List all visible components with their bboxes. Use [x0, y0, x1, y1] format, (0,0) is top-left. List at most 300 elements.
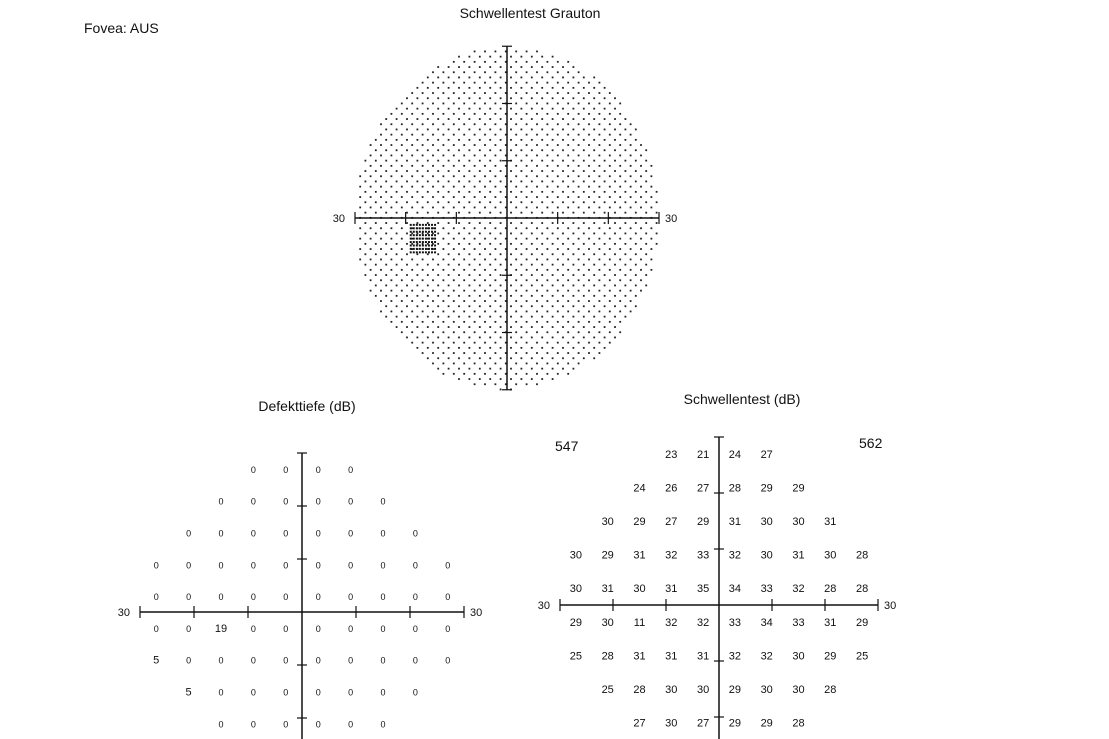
density-dot — [614, 181, 616, 183]
density-dot — [479, 160, 481, 162]
defect-dot — [410, 251, 412, 253]
density-dot — [484, 383, 486, 385]
density-dot — [510, 357, 512, 359]
density-dot — [609, 227, 611, 229]
density-dot — [593, 357, 595, 359]
density-dot — [541, 264, 543, 266]
density-dot — [437, 222, 439, 224]
density-dot — [614, 337, 616, 339]
density-dot — [604, 212, 606, 214]
density-dot — [640, 238, 642, 240]
density-dot — [510, 233, 512, 235]
density-dot — [443, 248, 445, 250]
density-dot — [526, 259, 528, 261]
density-dot — [593, 181, 595, 183]
density-dot — [479, 118, 481, 120]
density-dot — [521, 201, 523, 203]
density-dot — [635, 129, 637, 131]
density-dot — [427, 118, 429, 120]
density-dot — [593, 222, 595, 224]
density-dot — [510, 285, 512, 287]
density-dot — [484, 363, 486, 365]
density-dot — [625, 274, 627, 276]
density-dot — [448, 295, 450, 297]
density-dot — [385, 316, 387, 318]
density-dot — [448, 285, 450, 287]
density-dot — [401, 113, 403, 115]
zero-value: 0 — [380, 560, 386, 571]
density-dot — [474, 71, 476, 73]
density-dot — [474, 186, 476, 188]
density-dot — [474, 196, 476, 198]
density-dot — [500, 316, 502, 318]
density-dot — [635, 305, 637, 307]
density-dot — [489, 56, 491, 58]
density-dot — [557, 207, 559, 209]
density-dot — [500, 56, 502, 58]
defect-dot — [434, 251, 436, 253]
density-dot — [500, 295, 502, 297]
density-dot — [547, 186, 549, 188]
zero-value: 0 — [283, 655, 289, 666]
density-dot — [557, 279, 559, 281]
density-dot — [489, 66, 491, 68]
density-dot — [604, 222, 606, 224]
density-dot — [557, 248, 559, 250]
density-dot — [385, 129, 387, 131]
density-dot — [437, 295, 439, 297]
data-value: 28 — [728, 482, 742, 495]
data-value: 28 — [855, 549, 869, 562]
density-dot — [526, 175, 528, 177]
density-dot — [588, 342, 590, 344]
density-dot — [380, 196, 382, 198]
density-dot — [495, 144, 497, 146]
density-dot — [614, 160, 616, 162]
density-dot — [552, 253, 554, 255]
density-dot — [500, 378, 502, 380]
density-dot — [427, 337, 429, 339]
density-dot — [552, 347, 554, 349]
density-dot — [417, 326, 419, 328]
density-dot — [583, 129, 585, 131]
density-dot — [541, 233, 543, 235]
density-dot — [593, 149, 595, 151]
density-dot — [401, 227, 403, 229]
density-dot — [609, 259, 611, 261]
density-dot — [417, 139, 419, 141]
density-dot — [406, 326, 408, 328]
density-dot — [562, 149, 564, 151]
density-dot — [443, 373, 445, 375]
density-dot — [427, 233, 429, 235]
zero-value: 0 — [445, 592, 451, 603]
density-dot — [411, 279, 413, 281]
density-dot — [385, 181, 387, 183]
density-dot — [604, 97, 606, 99]
density-dot — [411, 186, 413, 188]
defect-dot — [431, 244, 433, 246]
density-dot — [656, 243, 658, 245]
zero-value: 0 — [283, 592, 289, 603]
density-dot — [573, 201, 575, 203]
density-dot — [526, 144, 528, 146]
density-dot — [526, 383, 528, 385]
density-dot — [463, 363, 465, 365]
density-dot — [526, 227, 528, 229]
density-dot — [458, 233, 460, 235]
density-dot — [552, 108, 554, 110]
density-dot — [396, 253, 398, 255]
density-dot — [458, 149, 460, 151]
density-dot — [531, 253, 533, 255]
density-dot — [552, 212, 554, 214]
zero-value: 0 — [250, 687, 256, 698]
density-dot — [635, 274, 637, 276]
density-dot — [411, 103, 413, 105]
density-dot — [396, 295, 398, 297]
density-dot — [588, 82, 590, 84]
density-dot — [536, 352, 538, 354]
density-dot — [375, 222, 377, 224]
density-dot — [609, 331, 611, 333]
density-dot — [567, 82, 569, 84]
density-dot — [448, 108, 450, 110]
density-dot — [578, 248, 580, 250]
density-dot — [396, 212, 398, 214]
density-dot — [630, 248, 632, 250]
density-dot — [474, 373, 476, 375]
defect-dot — [413, 227, 415, 229]
density-dot — [411, 259, 413, 261]
density-dot — [557, 82, 559, 84]
data-value: 32 — [760, 650, 773, 663]
density-dot — [463, 165, 465, 167]
density-dot — [515, 279, 517, 281]
zero-value: 0 — [315, 655, 321, 666]
density-dot — [578, 155, 580, 157]
density-dot — [562, 160, 564, 162]
density-dot — [453, 186, 455, 188]
density-dot — [417, 87, 419, 89]
density-dot — [391, 175, 393, 177]
density-dot — [469, 233, 471, 235]
data-value: 29 — [569, 616, 583, 629]
density-dot — [541, 97, 543, 99]
density-dot — [385, 253, 387, 255]
density-dot — [593, 212, 595, 214]
density-dot — [526, 61, 528, 63]
density-dot — [375, 201, 377, 203]
density-dot — [526, 186, 528, 188]
density-dot — [474, 238, 476, 240]
density-dot — [521, 149, 523, 151]
zero-value: 0 — [412, 623, 418, 634]
density-dot — [521, 316, 523, 318]
density-dot — [458, 118, 460, 120]
density-dot — [500, 77, 502, 79]
density-dot — [588, 155, 590, 157]
density-dot — [583, 285, 585, 287]
zero-value: 0 — [412, 560, 418, 571]
data-value: 31 — [601, 583, 614, 596]
density-dot — [437, 285, 439, 287]
density-dot — [536, 123, 538, 125]
density-dot — [484, 71, 486, 73]
density-dot — [552, 378, 554, 380]
density-dot — [526, 123, 528, 125]
density-dot — [417, 347, 419, 349]
data-value: 26 — [665, 482, 678, 495]
density-dot — [380, 186, 382, 188]
density-dot — [359, 186, 361, 188]
defect-dot — [425, 234, 427, 236]
density-dot — [406, 212, 408, 214]
density-dot — [541, 316, 543, 318]
density-dot — [588, 321, 590, 323]
data-value: 33 — [728, 616, 742, 629]
density-dot — [599, 186, 601, 188]
density-dot — [619, 248, 621, 250]
density-dot — [547, 290, 549, 292]
density-dot — [443, 155, 445, 157]
density-dot — [417, 274, 419, 276]
defect-dot — [431, 227, 433, 229]
density-dot — [515, 248, 517, 250]
density-dot — [593, 129, 595, 131]
density-dot — [531, 368, 533, 370]
density-dot — [526, 342, 528, 344]
density-dot — [380, 123, 382, 125]
density-dot — [500, 201, 502, 203]
density-dot — [406, 285, 408, 287]
density-dot — [526, 248, 528, 250]
zero-value: 0 — [412, 592, 418, 603]
density-dot — [370, 175, 372, 177]
grayscale-chart-title: Schwellentest Grauton — [459, 5, 601, 21]
density-dot — [645, 212, 647, 214]
density-dot — [448, 305, 450, 307]
density-dot — [573, 347, 575, 349]
density-dot — [500, 66, 502, 68]
density-dot — [500, 357, 502, 359]
density-dot — [521, 66, 523, 68]
zero-value: 0 — [348, 560, 354, 571]
density-dot — [515, 61, 517, 63]
density-dot — [437, 305, 439, 307]
density-dot — [391, 259, 393, 261]
density-dot — [536, 279, 538, 281]
density-dot — [614, 326, 616, 328]
density-dot — [458, 181, 460, 183]
density-dot — [645, 222, 647, 224]
density-dot — [469, 87, 471, 89]
density-dot — [474, 227, 476, 229]
zero-value: 0 — [348, 655, 354, 666]
density-dot — [588, 227, 590, 229]
density-dot — [588, 331, 590, 333]
density-dot — [515, 331, 517, 333]
density-dot — [396, 274, 398, 276]
zero-value: 0 — [315, 592, 321, 603]
density-dot — [609, 92, 611, 94]
density-dot — [479, 222, 481, 224]
density-dot — [614, 243, 616, 245]
density-dot — [479, 108, 481, 110]
density-dot — [417, 149, 419, 151]
density-dot — [479, 191, 481, 193]
defect-dot — [434, 244, 436, 246]
density-dot — [547, 279, 549, 281]
defect-dot — [419, 241, 421, 243]
density-dot — [552, 274, 554, 276]
density-dot — [489, 191, 491, 193]
density-dot — [443, 269, 445, 271]
density-dot — [448, 139, 450, 141]
density-dot — [443, 103, 445, 105]
density-dot — [411, 144, 413, 146]
density-dot — [583, 97, 585, 99]
density-dot — [521, 191, 523, 193]
density-dot — [531, 305, 533, 307]
defect-dot — [422, 224, 424, 226]
density-dot — [521, 56, 523, 58]
density-dot — [531, 170, 533, 172]
density-dot — [588, 238, 590, 240]
density-dot — [443, 238, 445, 240]
density-dot — [635, 233, 637, 235]
density-dot — [422, 103, 424, 105]
zero-value: 0 — [283, 719, 289, 730]
density-dot — [583, 233, 585, 235]
density-dot — [489, 233, 491, 235]
density-dot — [630, 238, 632, 240]
density-dot — [489, 378, 491, 380]
defect-dot — [410, 238, 412, 240]
density-dot — [391, 207, 393, 209]
zero-value: 0 — [348, 496, 354, 507]
density-dot — [531, 285, 533, 287]
density-dot — [583, 149, 585, 151]
density-dot — [406, 295, 408, 297]
density-dot — [567, 342, 569, 344]
density-dot — [651, 248, 653, 250]
density-dot — [443, 71, 445, 73]
density-dot — [583, 305, 585, 307]
density-dot — [593, 253, 595, 255]
density-dot — [515, 103, 517, 105]
density-dot — [453, 279, 455, 281]
density-dot — [656, 212, 658, 214]
density-dot — [510, 212, 512, 214]
density-dot — [531, 337, 533, 339]
density-dot — [474, 113, 476, 115]
density-dot — [614, 201, 616, 203]
density-dot — [515, 196, 517, 198]
density-dot — [536, 103, 538, 105]
density-dot — [619, 238, 621, 240]
density-dot — [380, 248, 382, 250]
density-dot — [411, 243, 413, 245]
density-dot — [567, 373, 569, 375]
density-dot — [619, 311, 621, 313]
density-dot — [588, 165, 590, 167]
density-dot — [557, 92, 559, 94]
zero-value: 0 — [315, 623, 321, 634]
density-dot — [635, 170, 637, 172]
density-dot — [583, 357, 585, 359]
density-dot — [495, 92, 497, 94]
defect-dot — [416, 251, 418, 253]
density-dot — [495, 61, 497, 63]
density-dot — [370, 155, 372, 157]
density-dot — [396, 160, 398, 162]
density-dot — [515, 373, 517, 375]
density-dot — [573, 253, 575, 255]
density-dot — [562, 316, 564, 318]
density-dot — [427, 149, 429, 151]
defect-dot — [434, 227, 436, 229]
density-dot — [599, 290, 601, 292]
density-dot — [401, 321, 403, 323]
density-dot — [422, 144, 424, 146]
axis-label-left: 30 — [332, 213, 345, 225]
density-dot — [370, 144, 372, 146]
defect-dot — [428, 244, 430, 246]
data-value: 31 — [665, 650, 678, 663]
density-dot — [536, 373, 538, 375]
density-dot — [432, 207, 434, 209]
density-dot — [469, 170, 471, 172]
density-dot — [453, 363, 455, 365]
density-dot — [552, 285, 554, 287]
density-dot — [567, 144, 569, 146]
density-dot — [531, 97, 533, 99]
data-value: 34 — [728, 583, 742, 596]
density-dot — [474, 175, 476, 177]
density-dot — [437, 108, 439, 110]
density-dot — [474, 269, 476, 271]
density-dot — [510, 118, 512, 120]
data-value: 30 — [569, 583, 583, 596]
density-dot — [463, 331, 465, 333]
density-dot — [500, 285, 502, 287]
density-dot — [651, 238, 653, 240]
density-dot — [385, 170, 387, 172]
density-dot — [625, 170, 627, 172]
density-dot — [521, 222, 523, 224]
density-dot — [448, 357, 450, 359]
density-dot — [380, 300, 382, 302]
density-dot — [510, 264, 512, 266]
zero-value: 0 — [218, 560, 224, 571]
defect-dot — [434, 224, 436, 226]
zero-value: 0 — [283, 528, 289, 539]
zero-value: 0 — [315, 687, 321, 698]
density-dot — [510, 378, 512, 380]
density-dot — [609, 269, 611, 271]
density-dot — [593, 337, 595, 339]
density-dot — [370, 259, 372, 261]
density-dot — [567, 165, 569, 167]
density-dot — [526, 165, 528, 167]
density-dot — [489, 347, 491, 349]
density-dot — [573, 368, 575, 370]
density-dot — [515, 51, 517, 53]
density-dot — [380, 227, 382, 229]
density-dot — [630, 300, 632, 302]
density-dot — [474, 61, 476, 63]
